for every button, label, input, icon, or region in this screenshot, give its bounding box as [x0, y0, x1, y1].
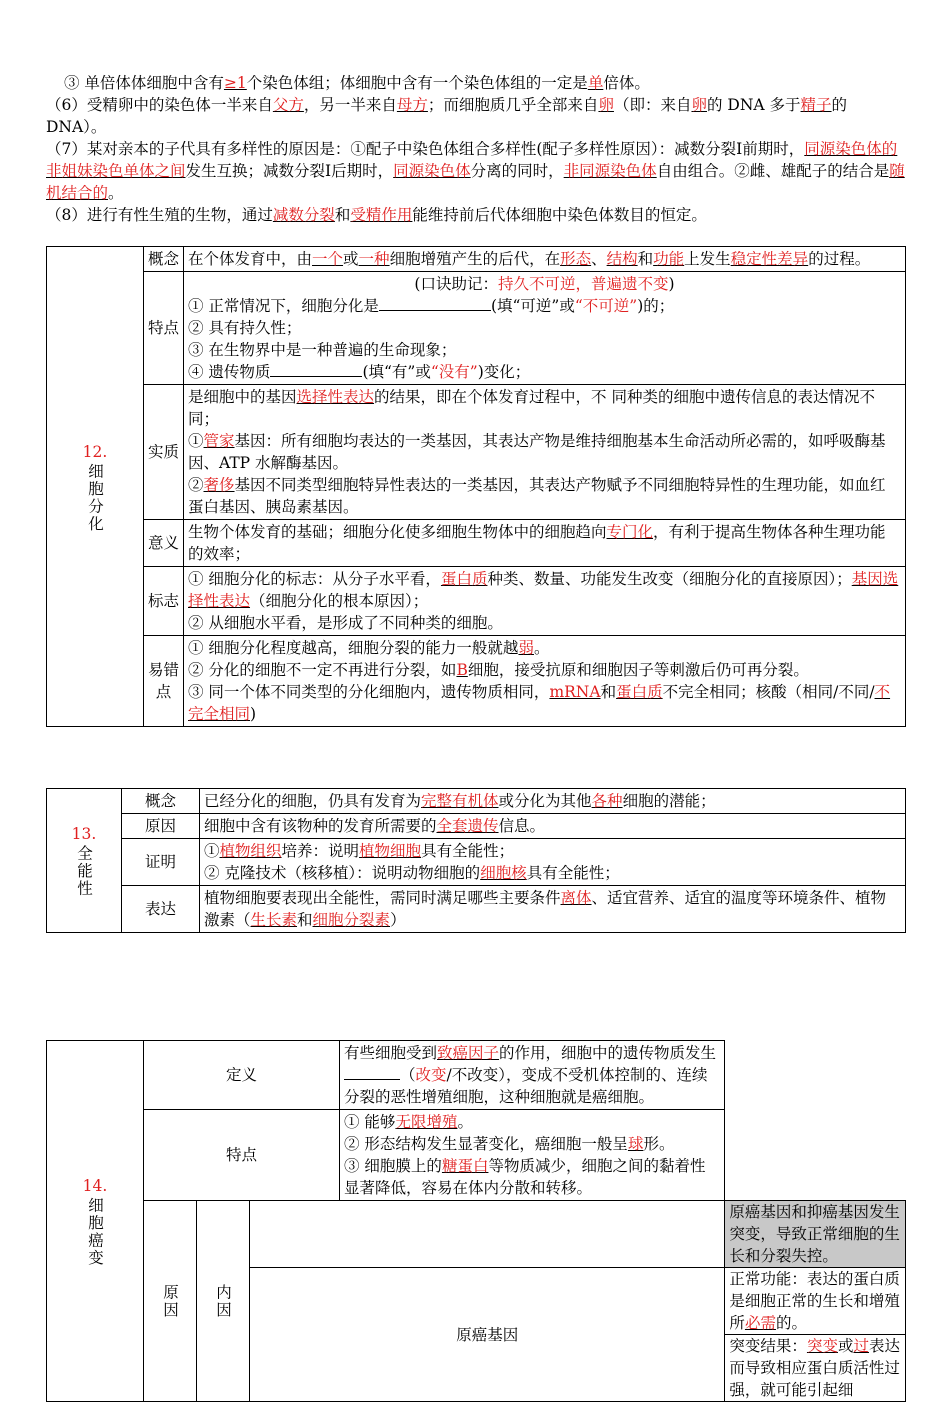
table-row [47, 272, 906, 385]
cause-text: 原癌基因和抑癌基因发生突变，导致正常细胞的生长和分裂失控。 [725, 1201, 905, 1267]
answer: 突变 [806, 1337, 838, 1355]
proto-oncogene-cell [725, 1268, 906, 1402]
row-label: 概念 [144, 247, 184, 272]
answer: 管家 [203, 432, 235, 450]
list-item: ② 从细胞水平看，是形成了不同种类的细胞。 [188, 614, 503, 632]
table-row [47, 1110, 906, 1201]
answer: 改变 [415, 1066, 447, 1084]
text: （6）受精卵中的染色体一半来自 [46, 96, 273, 114]
text: ） [390, 911, 406, 929]
answer: 结构 [606, 250, 638, 268]
text: 能维持前后代体细胞中染色体数目的恒定。 [412, 206, 707, 224]
text: ③ 同一个体不同类型的分化细胞内，遗传物质相同， [188, 683, 550, 701]
reason-cell [200, 814, 906, 839]
text: 基因：所有细胞均表达的一类基因，其表达产物是维持细胞基本生命活动所必需的，如呼吸酶基因、ATP 水解酶基因。 [188, 432, 886, 472]
text: (填“可逆”或 [490, 297, 575, 315]
text: ，另一半来自 [303, 96, 397, 114]
answer: 蛋白质 [616, 683, 663, 701]
text: 生物个体发育的基础；细胞分化使多细胞生物体中的细胞趋向 [188, 523, 607, 541]
table-cell-cancer [46, 1040, 906, 1402]
text: 细胞，接受抗原和细胞因子等刺激后仍可再分裂。 [467, 661, 809, 679]
answer: 选择性表达 [296, 388, 375, 406]
answer: 受精作用 [350, 206, 413, 224]
text: 培养：说明 [281, 842, 360, 860]
text: 不完全相同；核酸（相同/不同/ [662, 683, 875, 701]
table-row [47, 886, 906, 933]
answer: 一个 [312, 250, 344, 268]
text: （8）进行有性生殖的生物，通过 [46, 206, 273, 224]
table-row [47, 385, 906, 520]
answer: 无限增殖 [395, 1113, 458, 1131]
text: 具有全能性； [421, 842, 515, 860]
answer: 一种 [358, 250, 390, 268]
text: )的； [637, 297, 675, 315]
table-row [47, 567, 906, 636]
text: 或 [837, 1337, 854, 1355]
text: 。 [457, 1113, 473, 1131]
intro-line-2 [46, 94, 906, 138]
text: 在个体发育中，由 [188, 250, 313, 268]
table-row [47, 789, 906, 814]
text: 和 [334, 206, 351, 224]
blank [344, 1064, 400, 1080]
answer: 稳定性差异 [730, 250, 809, 268]
section-header [47, 1041, 144, 1402]
text: ② 分化的细胞不一定不再进行分裂，如 [188, 661, 457, 679]
marker-cell [184, 567, 906, 636]
answer: “不可逆” [574, 297, 638, 315]
text: （即：来自 [613, 96, 692, 114]
text: ③ 细胞膜上的 [344, 1157, 442, 1175]
text: 或分化为其他 [498, 792, 592, 810]
answer: 细胞核 [480, 864, 527, 882]
text: 植物细胞要表现出全能性，需同时满足哪些主要条件 [204, 889, 561, 907]
answer: 功能 [653, 250, 685, 268]
answer: 致癌因子 [437, 1044, 500, 1062]
answer: 细胞分裂素 [312, 911, 391, 929]
table-row [47, 1041, 906, 1110]
answer: 基因选择性表达 [188, 570, 899, 610]
text: 上发生 [684, 250, 731, 268]
feature-cell [184, 272, 906, 385]
table-row [47, 520, 906, 567]
proof-cell [200, 839, 906, 886]
section-header [47, 789, 122, 933]
mnemonic [188, 273, 901, 295]
answer: 精子 [800, 96, 832, 114]
text: 的 DNA 多于 [706, 96, 801, 114]
text: 倍体。 [603, 74, 650, 92]
text: 种类、数量、功能发生改变（细胞分化的直接原因）； [487, 570, 852, 588]
text: ① 正常情况下，细胞分化是 [188, 297, 379, 315]
text: 的作用，细胞中的遗传物质发生 [499, 1044, 717, 1062]
text: 的过程。 [808, 250, 871, 268]
row-label: 原癌基因 [250, 1268, 725, 1402]
answer: 形态 [560, 250, 592, 268]
answer: 奢侈 [203, 476, 235, 494]
answer: ≥1 [223, 74, 247, 92]
answer: “没有” [430, 363, 478, 381]
answer: 非同源染色体 [563, 162, 657, 180]
answer: 生长素 [250, 911, 298, 929]
concept-cell [184, 247, 906, 272]
text: 基因不同类型细胞特异性表达的一类基因，其表达产物赋予不同细胞特异性的生理功能，如血红蛋白基因、胰岛素基因。 [188, 476, 886, 516]
intro-paragraphs [46, 72, 906, 226]
text: 原因 [161, 1283, 179, 1319]
text: 突变结果： [729, 1337, 807, 1355]
answer: 不完全相同 [188, 683, 891, 723]
text: 细胞增殖产生的后代，在 [389, 250, 561, 268]
list-item: ③ 在生物界中是一种普遍的生命现象； [188, 341, 457, 359]
section-title: 细胞癌变 [86, 1197, 104, 1267]
answer: 同源染色体的非姐妹染色单体之间 [46, 140, 898, 180]
text: ① [204, 842, 220, 860]
row-label: 证明 [122, 839, 200, 886]
text: 和 [637, 250, 654, 268]
text: 发生互换；减数分裂Ⅰ后期时， [185, 162, 394, 180]
text: )变化； [477, 363, 531, 381]
text: 正常功能：表达的蛋白质是细胞正常的生长和增殖所 [729, 1270, 900, 1332]
answer: 专门化 [606, 523, 654, 541]
text: 形。 [643, 1135, 675, 1153]
answer: mRNA [549, 683, 601, 701]
significance-cell [184, 520, 906, 567]
text: 个染色体组；体细胞中含有一个染色体组的一定是 [246, 74, 588, 92]
list-item [188, 295, 901, 317]
table-row [47, 636, 906, 727]
row-label: 易错点 [144, 636, 184, 727]
text: 的 DNA）。 [46, 96, 848, 136]
text: ① 细胞分化的标志：从分子水平看， [188, 570, 441, 588]
concept-cell [200, 789, 906, 814]
answer: 必需 [744, 1314, 776, 1332]
text: 或 [343, 250, 359, 268]
row-label: 特点 [144, 272, 184, 385]
text: ② [188, 476, 204, 494]
text: ② 形态结构发生显著变化，癌细胞一般呈 [344, 1135, 628, 1153]
section-number: 13. [71, 825, 97, 844]
text: （ [400, 1066, 416, 1084]
text: (口诀助记： [414, 275, 498, 293]
text: 信息。 [498, 817, 546, 835]
text: ，有利于提高生物体各种生理功能的效率； [188, 523, 886, 563]
text: ① 能够 [344, 1113, 396, 1131]
text: ；而细胞质几乎全部来自 [427, 96, 599, 114]
table-row [47, 814, 906, 839]
section-title: 全能性 [75, 845, 93, 898]
answer: 父方 [272, 96, 304, 114]
table-totipotency [46, 788, 906, 933]
answer: 植物细胞 [359, 842, 422, 860]
row-label: 原因 [122, 814, 200, 839]
section-number: 14. [82, 1177, 108, 1195]
table-row [47, 247, 906, 272]
answer: 过 [853, 1337, 869, 1355]
answer: 减数分裂 [272, 206, 335, 224]
definition-cell [340, 1041, 725, 1110]
answer: 母方 [396, 96, 428, 114]
text: （细胞分化的根本原因）； [250, 592, 429, 610]
text: 和 [297, 911, 313, 929]
text: 、适宜营养、适宜的温度等环境条件、植物激素（ [204, 889, 887, 929]
row-label: 表达 [122, 886, 200, 933]
section-header [47, 247, 144, 727]
answer: 随机结合的 [46, 162, 905, 202]
answer: 蛋白质 [440, 570, 488, 588]
text: 的结果，即在个体发育过程中，不 同种类的细胞中遗传信息的表达情况不同； [188, 388, 875, 428]
row-label: 定义 [144, 1041, 340, 1110]
list-item [188, 361, 901, 383]
text: 表达而导致相应蛋白质活性过强，就可能引起细 [729, 1337, 900, 1399]
text: 是细胞中的基因 [188, 388, 297, 406]
text: 已经分化的细胞，仍具有发育为 [204, 792, 422, 810]
text: 等物质减少，细胞之间的黏着性显著降低，容易在体内分散和转移。 [344, 1157, 706, 1197]
answer: B [456, 661, 468, 679]
blank [270, 361, 362, 377]
answer: 糖蛋白 [441, 1157, 489, 1175]
spacer [250, 1201, 725, 1268]
text: /不改变），变成不受机体控制的、连续分裂的恶性增殖细胞，这种细胞就是癌细胞。 [344, 1066, 708, 1106]
answer: 各种 [591, 792, 623, 810]
text: 的。 [775, 1314, 807, 1332]
text: (填“有”或 [362, 363, 431, 381]
essence-cell [184, 385, 906, 520]
answer: 完整有机体 [421, 792, 499, 810]
text: ) [250, 705, 257, 723]
text: ① 细胞分化程度越高，细胞分裂的能力一般就越 [188, 639, 519, 657]
answer: 单 [587, 74, 604, 92]
text: 。 [533, 639, 550, 657]
text: ④ 遗传物质 [188, 363, 271, 381]
text: 内因 [214, 1283, 232, 1319]
table-cell-differentiation [46, 246, 906, 727]
text: 细胞中含有该物种的发育所需要的 [204, 817, 437, 835]
text: ① [188, 432, 204, 450]
table-row [47, 1201, 906, 1268]
list-item: ② 具有持久性； [188, 319, 302, 337]
answer: 全套遗传 [436, 817, 499, 835]
text: ) [668, 275, 675, 293]
blank [379, 295, 491, 311]
row-label: 实质 [144, 385, 184, 520]
answer: 弱 [518, 639, 534, 657]
row-label: 意义 [144, 520, 184, 567]
answer: 卵 [598, 96, 614, 114]
expression-cell [200, 886, 906, 933]
intro-line-3 [46, 138, 906, 204]
cause-cell [725, 1201, 906, 1268]
row-label: 概念 [122, 789, 200, 814]
text: 具有全能性； [526, 864, 620, 882]
text: 细胞的潜能； [622, 792, 716, 810]
row-label: 标志 [144, 567, 184, 636]
row-label: 特点 [144, 1110, 340, 1201]
intro-line-1 [46, 72, 906, 94]
text: 。 [108, 184, 124, 202]
answer: 同源染色体 [393, 162, 471, 180]
text: 和 [600, 683, 617, 701]
text: 自由组合。②雌、雄配子的结合是 [656, 162, 890, 180]
error-prone-cell [184, 636, 906, 727]
intro-line-4 [46, 204, 906, 226]
text: 分离的同时， [470, 162, 564, 180]
table-row [47, 839, 906, 886]
text: （7）某对亲本的子代具有多样性的原因是：①配子中染色体组合多样性(配子多样性原因）：减数分裂Ⅰ前期时， [46, 140, 805, 158]
feature-cell [340, 1110, 725, 1201]
cause-label [144, 1201, 197, 1402]
answer: 球 [627, 1135, 644, 1153]
text: 有些细胞受到 [344, 1044, 438, 1062]
section-number: 12. [82, 442, 108, 461]
answer: 植物组织 [219, 842, 282, 860]
text: ② 克隆技术（核移植）：说明动物细胞的 [204, 864, 481, 882]
answer: 持久不可逆，普遍遗不变 [497, 275, 669, 293]
text: ③ 单倍体体细胞中含有 [64, 74, 224, 92]
answer: 离体 [560, 889, 592, 907]
inner-cause-label [197, 1201, 250, 1402]
text: 、 [591, 250, 607, 268]
answer: 卵 [691, 96, 707, 114]
section-title: 细胞分化 [86, 462, 104, 533]
